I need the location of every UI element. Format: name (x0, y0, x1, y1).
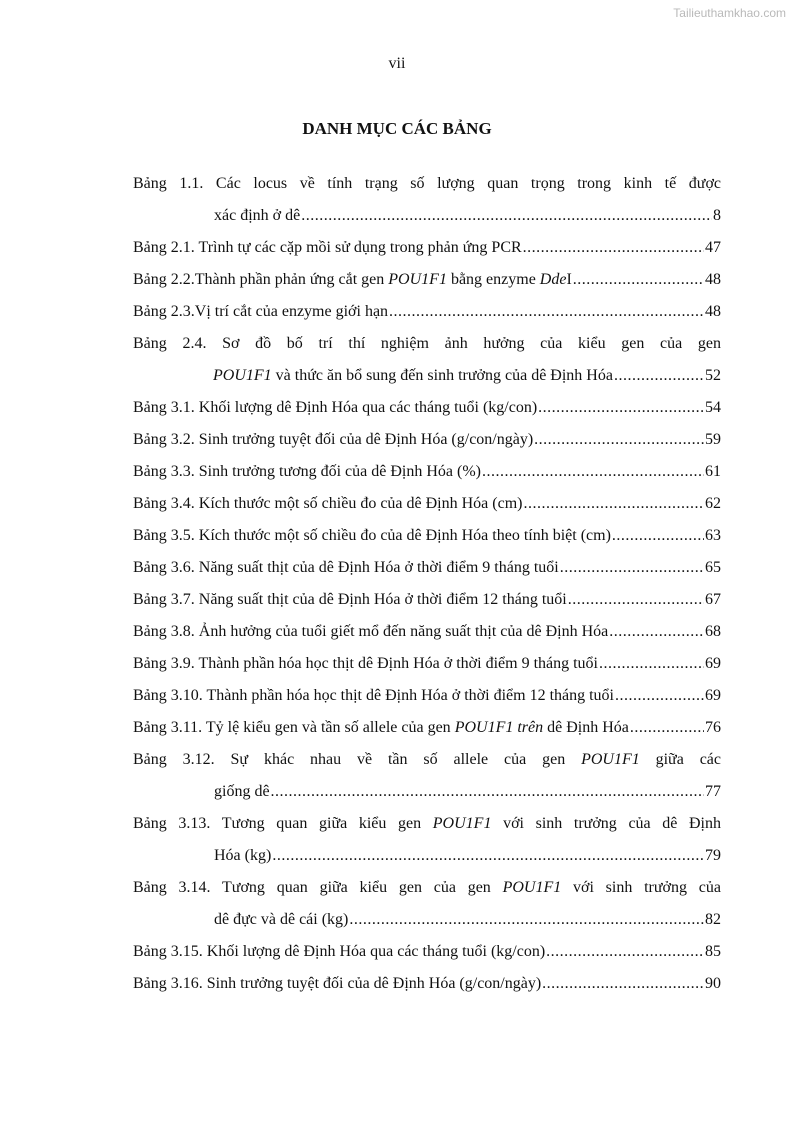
toc-entry-3-6[interactable]: Bảng 3.6. Năng suất thịt của dê Định Hóa ở thời điểm 9 tháng tuổi ..... 65 (133, 552, 721, 584)
toc-entry-3-12: Bảng 3.12. Sự khác nhau về tần số allele của gen POU1F1 giữa các (133, 751, 722, 768)
dot-leader (630, 712, 704, 744)
watermark: Tailieuthamkhao.com (673, 6, 786, 20)
toc-entry-3-10[interactable]: Bảng 3.10. Thành phần hóa học thịt dê Định Hóa ở thời điểm 12 tháng tuổi ..... 69 (133, 680, 721, 712)
dot-leader (482, 456, 704, 488)
gene-name: POU1F1 (213, 367, 272, 384)
toc-entry-3-2[interactable]: Bảng 3.2. Sinh trưởng tuyệt đối của dê Định Hóa (g/con/ngày) ..... 59 (133, 424, 721, 456)
toc-entry-3-5[interactable]: Bảng 3.5. Kích thước một số chiều đo của dê Định Hóa theo tính biệt (cm) ..... 63 (133, 520, 721, 552)
page-ref: 68 (705, 623, 721, 640)
page-ref: 48 (705, 271, 721, 288)
page-ref: 79 (705, 847, 721, 864)
dot-leader (599, 648, 704, 680)
toc-entry-3-9[interactable]: Bảng 3.9. Thành phần hóa học thịt dê Định Hóa ở thời điểm 9 tháng tuổi ..... 69 (133, 648, 721, 680)
gene-name: POU1F1 (432, 815, 492, 832)
toc-entry-3-12-cont[interactable]: giống dê ..... 77 (214, 776, 721, 808)
dot-leader (560, 552, 704, 584)
page-ref: 90 (705, 975, 721, 992)
toc-entry-2-4: Bảng 2.4. Sơ đồ bố trí thí nghiệm ảnh hưởng của kiểu gen của gen (133, 335, 721, 352)
toc-entry-3-14: Bảng 3.14. Tương quan giữa kiểu gen của gen POU1F1 với sinh trưởng của (133, 879, 721, 896)
dot-leader (612, 520, 704, 552)
dot-leader (568, 584, 704, 616)
toc-entry-3-14-cont[interactable]: dê đực và dê cái (kg) ..... 82 (214, 904, 721, 936)
dot-leader (389, 296, 704, 328)
toc-entry-3-13: Bảng 3.13. Tương quan giữa kiểu gen POU1F1 với sinh trưởng của dê Định (133, 815, 722, 832)
enzyme-name: Dde (539, 271, 567, 288)
page-ref: 61 (705, 463, 721, 480)
dot-leader (349, 904, 704, 936)
page-ref: 69 (705, 655, 721, 672)
page-ref: 69 (705, 687, 721, 704)
gene-name: POU1F1 (502, 879, 562, 896)
toc-entry-2-1[interactable]: Bảng 2.1. Trình tự các cặp mồi sử dụng trong phản ứng PCR ..... 47 (133, 232, 721, 264)
gene-name: POU1F1 (388, 271, 447, 288)
toc-entry-2-2[interactable]: Bảng 2.2.Thành phần phản ứng cắt gen POU1F1 bằng enzyme DdeI ..... 48 (133, 264, 721, 296)
dot-leader (534, 424, 704, 456)
toc-entry-3-1[interactable]: Bảng 3.1. Khối lượng dê Định Hóa qua các tháng tuổi (kg/con) ..... 54 (133, 392, 721, 424)
dot-leader (542, 968, 704, 1000)
dot-leader (271, 776, 704, 808)
toc-entry-1-1-cont[interactable]: xác định ở dê ..... 8 (214, 200, 721, 232)
page-number: vii (388, 55, 406, 72)
toc-entry-3-13-cont[interactable]: Hóa (kg) ..... 79 (214, 840, 721, 872)
toc-entry-3-3[interactable]: Bảng 3.3. Sinh trưởng tương đối của dê Định Hóa (%) ..... 61 (133, 456, 721, 488)
page-ref: 62 (705, 495, 721, 512)
dot-leader (301, 200, 712, 232)
toc-entry-3-11[interactable]: Bảng 3.11. Tỷ lệ kiểu gen và tần số allele của gen POU1F1 trên dê Định Hóa ..... 76 (133, 712, 721, 744)
toc-entry-3-15[interactable]: Bảng 3.15. Khối lượng dê Định Hóa qua các tháng tuổi (kg/con) ..... 85 (133, 936, 721, 968)
dot-leader (272, 840, 704, 872)
page-ref: 85 (705, 943, 721, 960)
page-ref: 82 (705, 911, 721, 928)
toc-entry-2-3[interactable]: Bảng 2.3.Vị trí cắt của enzyme giới hạn ..... 48 (133, 296, 721, 328)
dot-leader (523, 488, 704, 520)
page-ref: 67 (705, 591, 721, 608)
gene-name: POU1F1 trên (454, 719, 544, 736)
toc-entry-3-16[interactable]: Bảng 3.16. Sinh trưởng tuyệt đối của dê Định Hóa (g/con/ngày) ..... 90 (133, 968, 721, 1000)
dot-leader (573, 264, 704, 296)
toc-entry-3-7[interactable]: Bảng 3.7. Năng suất thịt của dê Định Hóa ở thời điểm 12 tháng tuổi ..... 67 (133, 584, 721, 616)
page-ref: 77 (705, 783, 721, 800)
page-title: DANH MỤC CÁC BẢNG (302, 119, 492, 138)
page-ref: 54 (705, 399, 721, 416)
page-ref: 52 (705, 367, 721, 384)
page-ref: 47 (705, 239, 721, 256)
dot-leader (615, 680, 704, 712)
gene-name: POU1F1 (581, 751, 640, 768)
page-ref: 59 (705, 431, 721, 448)
dot-leader (523, 232, 704, 264)
dot-leader (609, 616, 704, 648)
toc-entry-1-1: Bảng 1.1. Các locus về tính trạng số lượng quan trọng trong kinh tế được (133, 175, 721, 192)
table-list (133, 168, 721, 1000)
toc-entry-3-8[interactable]: Bảng 3.8. Ảnh hưởng của tuổi giết mổ đến năng suất thịt của dê Định Hóa ..... 68 (133, 616, 721, 648)
toc-entry-3-4[interactable]: Bảng 3.4. Kích thước một số chiều đo của dê Định Hóa (cm) ..... 62 (133, 488, 721, 520)
page-ref: 76 (705, 719, 721, 736)
dot-leader (538, 392, 704, 424)
dot-leader (614, 360, 704, 392)
page-ref: 65 (705, 559, 721, 576)
page-ref: 48 (705, 303, 721, 320)
page-ref: 63 (705, 527, 721, 544)
page-ref: 8 (713, 207, 721, 224)
dot-leader (546, 936, 704, 968)
toc-entry-2-4-cont[interactable]: POU1F1 và thức ăn bổ sung đến sinh trưởng của dê Định Hóa ..... 52 (213, 360, 721, 392)
